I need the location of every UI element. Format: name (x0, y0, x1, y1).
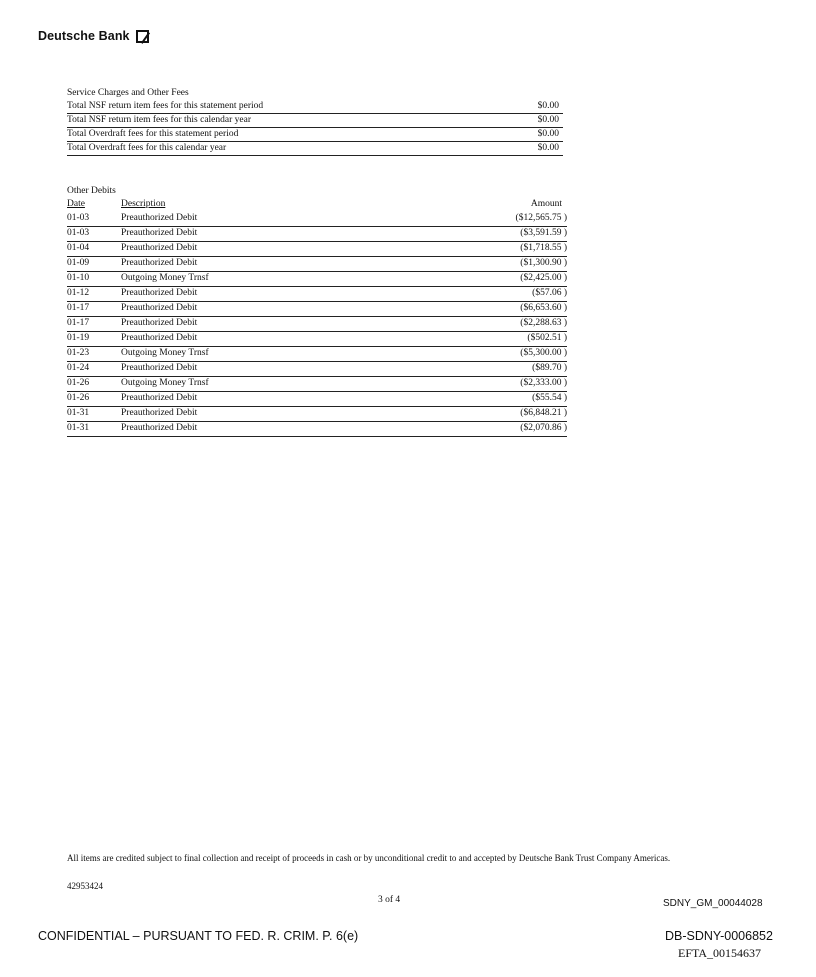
service-charges-table (67, 87, 563, 156)
debit-date: 01-04 (67, 243, 90, 253)
debit-amount: ($55.54 ) (532, 393, 567, 403)
fee-amount: $0.00 (537, 143, 559, 153)
debit-description: Preauthorized Debit (121, 333, 198, 343)
debit-date: 01-17 (67, 303, 90, 313)
debit-description: Preauthorized Debit (121, 303, 198, 313)
other-debits-table (67, 184, 567, 437)
fee-label: Total Overdraft fees for this statement period (67, 129, 239, 139)
fee-row (67, 128, 563, 142)
page-number: 3 of 4 (378, 895, 401, 905)
deutsche-bank-slash-logo-icon (136, 30, 149, 43)
fee-label: Total NSF return item fees for this statement period (67, 101, 264, 111)
bates-number-db: DB-SDNY-0006852 (665, 929, 773, 943)
debit-description: Preauthorized Debit (121, 228, 198, 238)
debit-amount: ($89.70 ) (532, 363, 567, 373)
debit-date: 01-09 (67, 258, 90, 268)
debit-date: 01-26 (67, 378, 90, 388)
debit-description: Outgoing Money Trnsf (121, 378, 209, 388)
debit-amount: ($3,591.59 ) (520, 228, 567, 238)
debit-description: Preauthorized Debit (121, 318, 198, 328)
debit-date: 01-31 (67, 423, 90, 433)
table-header (67, 198, 567, 212)
debit-date: 01-10 (67, 273, 90, 283)
other-debits-title: Other Debits (67, 186, 116, 196)
table-row (67, 362, 567, 377)
table-row (67, 242, 567, 257)
debit-date: 01-19 (67, 333, 90, 343)
fee-label: Total Overdraft fees for this calendar year (67, 143, 227, 153)
account-reference: 42953424 (67, 881, 103, 891)
bank-logo (38, 26, 149, 46)
table-row (67, 407, 567, 422)
table-row (67, 317, 567, 332)
fee-amount: $0.00 (537, 101, 559, 111)
fee-amount: $0.00 (537, 115, 559, 125)
debit-amount: ($2,070.86 ) (520, 423, 567, 433)
debit-date: 01-03 (67, 213, 90, 223)
debit-amount: ($502.51 ) (527, 333, 567, 343)
fee-amount: $0.00 (537, 129, 559, 139)
efta-number: EFTA_00154637 (678, 946, 762, 960)
debit-amount: ($2,288.63 ) (520, 318, 567, 328)
debit-description: Outgoing Money Trnsf (121, 273, 209, 283)
debit-amount: ($6,848.21 ) (520, 408, 567, 418)
debit-amount: ($12,565.75 ) (515, 213, 567, 223)
table-row (67, 347, 567, 362)
debit-amount: ($5,300.00 ) (520, 348, 567, 358)
debit-description: Preauthorized Debit (121, 288, 198, 298)
debit-amount: ($1,718.55 ) (520, 243, 567, 253)
confidential-notice: CONFIDENTIAL – PURSUANT TO FED. R. CRIM. P. 6(e) (38, 929, 359, 943)
table-row (67, 212, 567, 227)
collection-disclaimer: All items are credited subject to final collection and receipt of proceeds in cash or by unconditional credit to and accepted by Deutsche Bank Trust Company Americas. (67, 853, 671, 863)
fee-label: Total NSF return item fees for this calendar year (67, 115, 251, 125)
debit-description: Preauthorized Debit (121, 408, 198, 418)
debit-amount: ($57.06 ) (532, 288, 567, 298)
debit-date: 01-24 (67, 363, 90, 373)
table-row (67, 422, 567, 437)
column-header-date: Date (67, 199, 85, 209)
debit-date: 01-31 (67, 408, 90, 418)
table-row (67, 272, 567, 287)
table-row (67, 392, 567, 407)
debit-description: Preauthorized Debit (121, 243, 198, 253)
debit-amount: ($6,653.60 ) (520, 303, 567, 313)
service-charges-title: Service Charges and Other Fees (67, 88, 189, 98)
debit-date: 01-03 (67, 228, 90, 238)
debit-description: Outgoing Money Trnsf (121, 348, 209, 358)
debit-description: Preauthorized Debit (121, 393, 198, 403)
table-row (67, 227, 567, 242)
table-row (67, 302, 567, 317)
table-row (67, 287, 567, 302)
column-header-description: Description (121, 199, 166, 209)
debit-date: 01-23 (67, 348, 90, 358)
debit-description: Preauthorized Debit (121, 213, 198, 223)
debit-date: 01-26 (67, 393, 90, 403)
bank-name: Deutsche Bank (38, 29, 130, 43)
debit-date: 01-17 (67, 318, 90, 328)
fee-row (67, 100, 563, 114)
debit-description: Preauthorized Debit (121, 363, 198, 373)
column-header-amount: Amount (530, 199, 562, 209)
debit-amount: ($1,300.90 ) (520, 258, 567, 268)
debit-date: 01-12 (67, 288, 90, 298)
debit-amount: ($2,333.00 ) (520, 378, 567, 388)
table-row (67, 257, 567, 272)
debit-description: Preauthorized Debit (121, 423, 198, 433)
fee-row (67, 142, 563, 156)
fee-row (67, 114, 563, 128)
debit-amount: ($2,425.00 ) (520, 273, 567, 283)
bates-number-sdny: SDNY_GM_00044028 (663, 898, 763, 909)
table-row (67, 332, 567, 347)
table-row (67, 377, 567, 392)
debit-description: Preauthorized Debit (121, 258, 198, 268)
